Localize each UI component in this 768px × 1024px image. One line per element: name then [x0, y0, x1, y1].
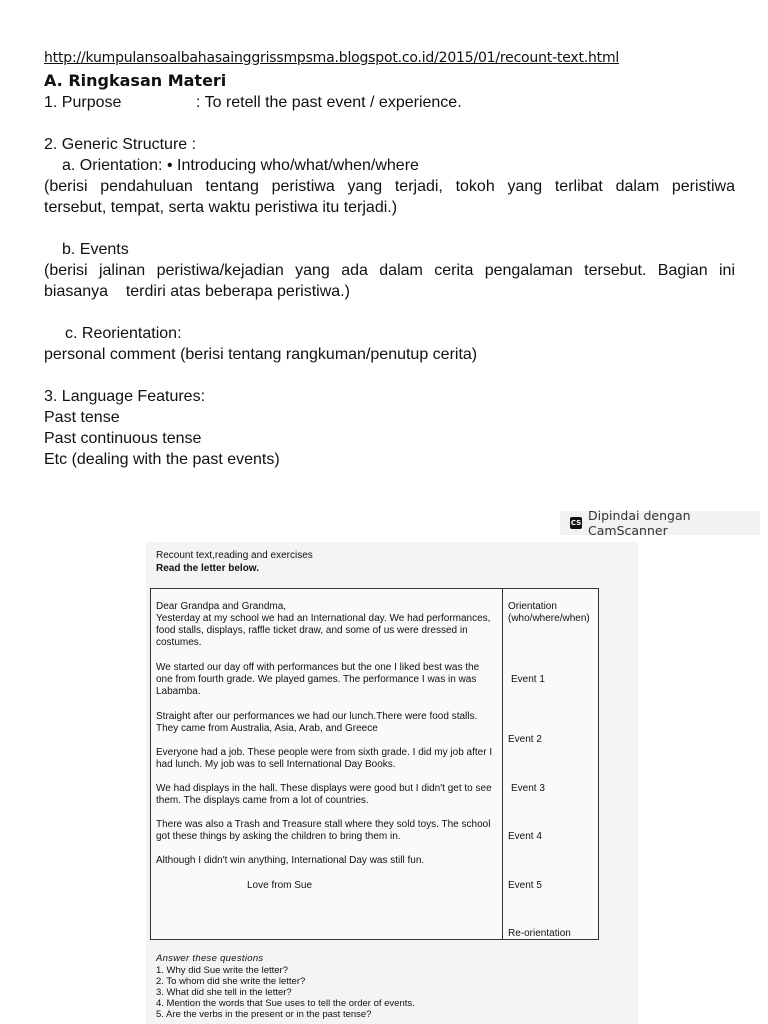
- label-event-1: Event 1: [511, 674, 545, 685]
- question-1: 1. Why did Sue write the letter?: [156, 965, 289, 976]
- question-4: 4. Mention the words that Sue uses to tell the order of events.: [156, 998, 415, 1009]
- camscanner-text: Dipindai dengan CamScanner: [588, 508, 691, 538]
- letter-paragraph-6: There was also a Trash and Treasure stall where they sold toys. The school got these things by asking the children to bring them in.: [156, 819, 491, 842]
- label-event-5: Event 5: [508, 880, 542, 891]
- letter-paragraph-5: We had displays in the hall. These displays were good but I didn't get to see them. The displays came from a lot of countries.: [156, 783, 492, 806]
- letter-paragraph-4: Everyone had a job. These people were from sixth grade. I did my job after I had lunch. My job was to sell International Day Books.: [156, 747, 493, 770]
- section-heading: A. Ringkasan Materi: [44, 71, 227, 90]
- orientation-desc-line-2: tersebut, tempat, serta waktu peristiwa itu terjadi.): [44, 199, 398, 216]
- letter-paragraph-2: We started our day off with performances but the one I liked best was the one from fourth grade. We played games. The performance I was in was Labamba.: [156, 662, 480, 697]
- table-column-divider: [502, 588, 503, 940]
- letter-paragraph-1: Dear Grandpa and Grandma, Yesterday at my school we had an International day. We had performances, food stalls, displays, raffle ticket draw, and some of us were dressed in costumes.: [156, 601, 491, 648]
- label-event-4: Event 4: [508, 831, 542, 842]
- feature-past-tense: Past tense: [44, 409, 120, 426]
- events-description: [44, 260, 735, 302]
- label-reorientation: Re-orientation: [508, 928, 571, 939]
- orientation-desc-line-1: (berisi pendahuluan tentang peristiwa yang terjadi, tokoh yang terlibat dalam peristiwa: [44, 178, 735, 195]
- generic-structure-heading: 2. Generic Structure :: [44, 136, 197, 153]
- feature-past-continuous: Past continuous tense: [44, 430, 202, 447]
- answer-heading: Answer these questions: [156, 953, 264, 964]
- label-event-3: Event 3: [511, 783, 545, 794]
- camscanner-watermark: [560, 508, 760, 538]
- events-heading: b. Events: [62, 241, 129, 258]
- question-3: 3. What did she tell in the letter?: [156, 987, 292, 998]
- letter-paragraph-7: Although I didn't win anything, International Day was still fun.: [156, 855, 425, 866]
- camscanner-logo-icon: CS: [570, 519, 582, 527]
- purpose-value: : To retell the past event / experience.: [196, 94, 462, 111]
- label-event-2: Event 2: [508, 734, 542, 745]
- purpose-label: 1. Purpose: [44, 94, 122, 111]
- feature-etc: Etc (dealing with the past events): [44, 451, 280, 468]
- question-2: 2. To whom did she write the letter?: [156, 976, 306, 987]
- events-desc-line-2: biasanya terdiri atas beberapa peristiwa.): [44, 283, 350, 300]
- reorientation-description: personal comment (berisi tentang rangkuman/penutup cerita): [44, 346, 478, 363]
- reorientation-heading: c. Reorientation:: [65, 325, 182, 342]
- worksheet-instruction: Read the letter below.: [156, 563, 259, 574]
- orientation-heading: a. Orientation: • Introducing who/what/when/where: [62, 157, 419, 174]
- source-url[interactable]: http://kumpulansoalbahasainggrissmpsma.blogspot.co.id/2015/01/recount-text.html: [44, 50, 620, 66]
- worksheet-title: Recount text,reading and exercises: [156, 550, 313, 561]
- question-5: 5. Are the verbs in the present or in the past tense?: [156, 1009, 372, 1020]
- label-orientation: Orientation (who/where/when): [508, 601, 590, 624]
- events-desc-line-1: (berisi jalinan peristiwa/kejadian yang ada dalam cerita pengalaman tersebut. Bagian ini: [44, 262, 735, 279]
- orientation-description: [44, 176, 735, 218]
- letter-signoff: Love from Sue: [247, 880, 313, 891]
- letter-paragraph-3: Straight after our performances we had our lunch.There were food stalls. They came from Australia, Asia, Arab, and Greece: [156, 711, 478, 734]
- language-features-heading: 3. Language Features:: [44, 388, 206, 405]
